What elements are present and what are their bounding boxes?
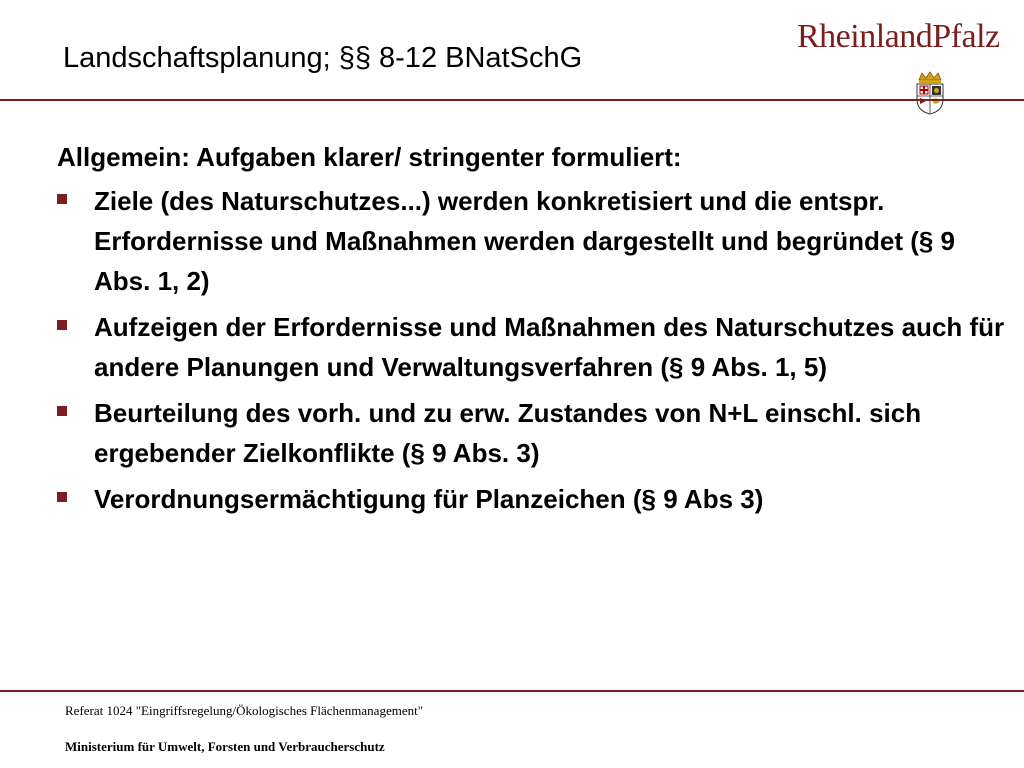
bullet-text: Verordnungsermächtigung für Planzeichen (§ 9 Abs 3): [94, 484, 764, 514]
bullet-list: [57, 181, 1017, 519]
slide-body: [57, 137, 1017, 525]
footer-ministry: Ministerium für Umwelt, Forsten und Verbraucherschutz: [65, 739, 385, 754]
list-item: [57, 181, 1017, 301]
bullet-text: Beurteilung des vorh. und zu erw. Zustandes von N+L einschl. sich ergebender Zielkonflikte (§ 9 Abs. 3): [94, 398, 922, 468]
bullet-marker-icon: [57, 492, 67, 502]
coat-of-arms-icon: [914, 71, 946, 115]
list-item: [57, 307, 1017, 387]
list-item: [57, 393, 1017, 473]
footer-department: Referat 1024 "Eingriffsregelung/Ökologisches Flächenmanagement": [65, 703, 424, 718]
body-heading: Allgemein: Aufgaben klarer/ stringenter formuliert:: [57, 142, 682, 172]
bullet-text: Ziele (des Naturschutzes...) werden konkretisiert und die entspr. Erfordernisse und Maßnahmen werden dargestellt und begründet (§ 9 Abs. 1, 2): [94, 186, 956, 296]
footer-divider: [0, 690, 1024, 692]
rheinland-pfalz-logo: [795, 16, 1010, 116]
bullet-marker-icon: [57, 194, 67, 204]
header-divider: [0, 99, 1024, 101]
slide-title: Landschaftsplanung; §§ 8-12 BNatSchG: [63, 42, 583, 74]
list-item: [57, 479, 1017, 519]
bullet-text: Aufzeigen der Erfordernisse und Maßnahmen des Naturschutzes auch für andere Planungen und Verwaltungsverfahren (§ 9 Abs. 1, 5): [94, 312, 1005, 382]
logo-wordmark: RheinlandPfalz: [797, 18, 1000, 55]
bullet-marker-icon: [57, 406, 67, 416]
bullet-marker-icon: [57, 320, 67, 330]
